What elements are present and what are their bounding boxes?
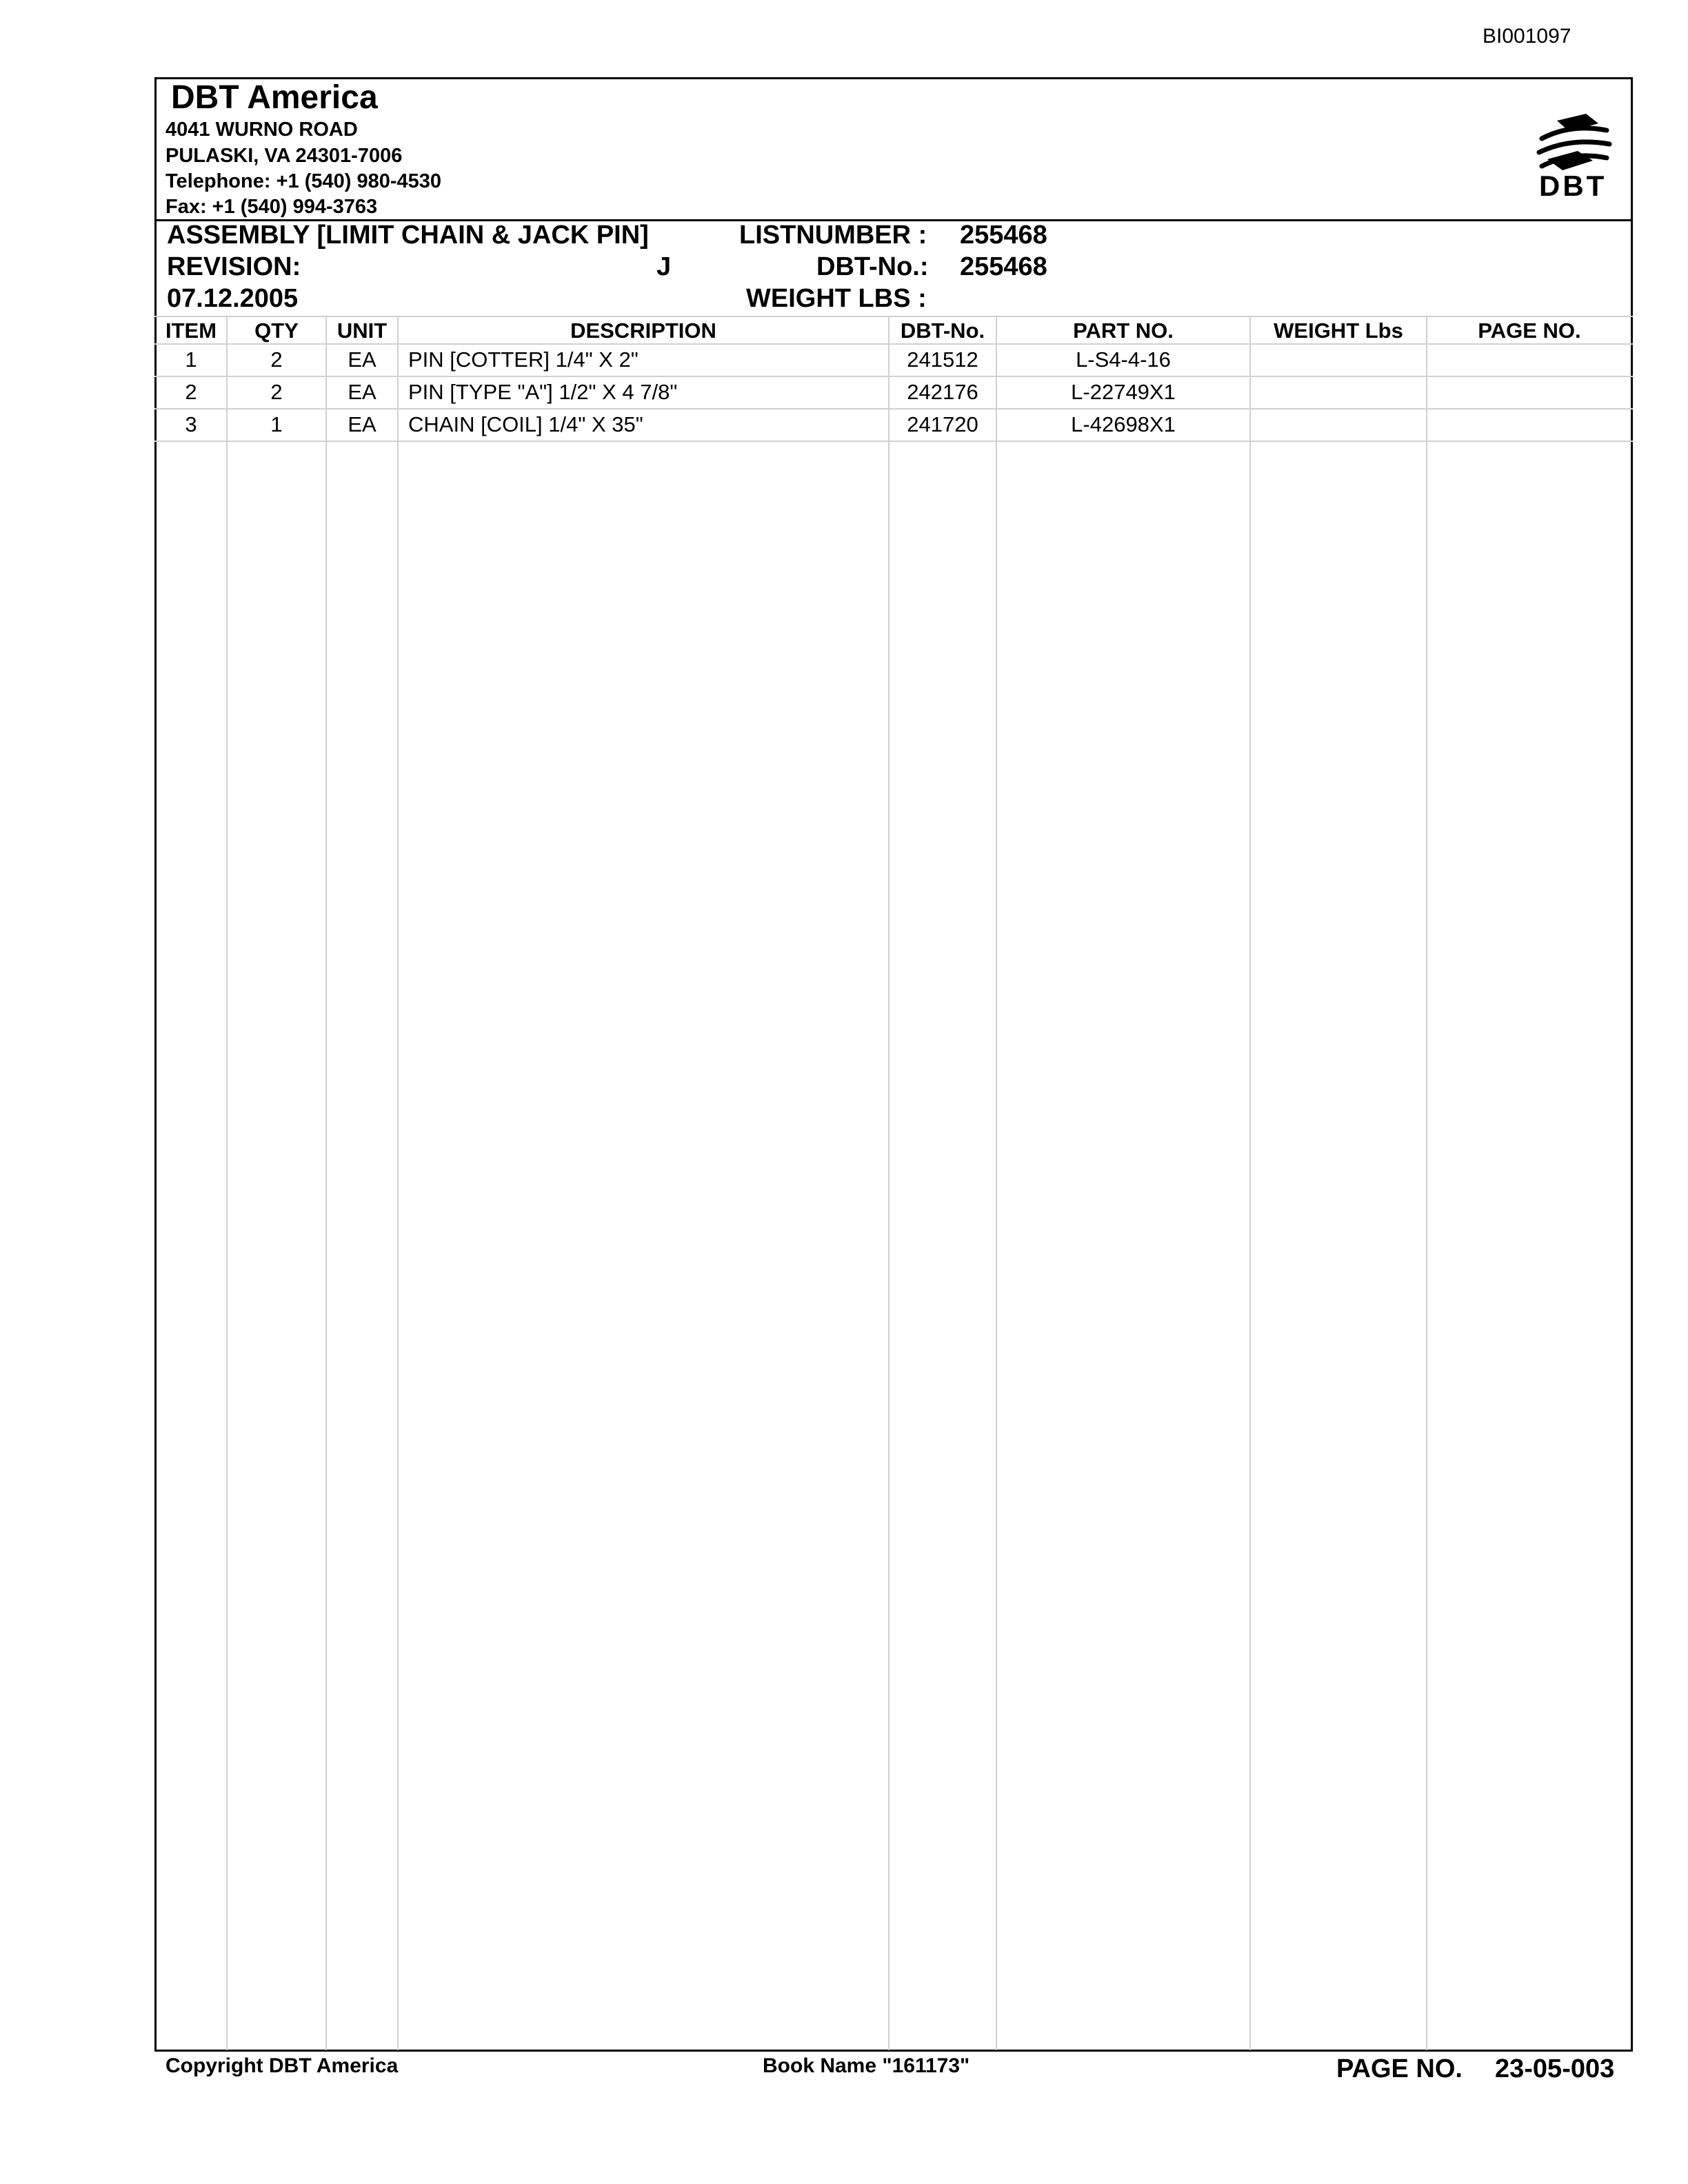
- cell-part-no: L-22749X1: [1071, 380, 1176, 404]
- listnumber-label: LISTNUMBER :: [739, 221, 927, 250]
- weight-label: WEIGHT LBS :: [746, 284, 927, 313]
- listnumber-value: 255468: [960, 221, 1047, 250]
- document-frame: [154, 77, 1633, 2052]
- dbt-logo-text: DBT: [1539, 170, 1607, 202]
- column-header-page-no: PAGE NO.: [1478, 318, 1581, 343]
- cell-dbt-no: 241720: [907, 412, 978, 436]
- cell-dbt-no: 241512: [907, 347, 978, 372]
- company-name: DBT America: [171, 79, 378, 116]
- cell-unit: EA: [348, 347, 376, 372]
- column-header-dbt-no: DBT-No.: [900, 318, 985, 343]
- cell-description: PIN [TYPE "A"] 1/2" X 4 7/8": [408, 380, 678, 404]
- assembly-date: 07.12.2005: [167, 284, 299, 313]
- column-header-description: DESCRIPTION: [570, 318, 716, 343]
- table-row-line: [154, 376, 1633, 377]
- dbt-no-label: DBT-No.:: [816, 252, 929, 281]
- cell-qty: 2: [270, 347, 283, 372]
- revision-value: J: [656, 252, 672, 281]
- column-header-part-no: PART NO.: [1073, 318, 1174, 343]
- assembly-title: ASSEMBLY [LIMIT CHAIN & JACK PIN]: [167, 221, 649, 250]
- revision-label: REVISION:: [167, 252, 301, 281]
- table-column-line: [226, 317, 228, 2050]
- table-column-line: [1249, 317, 1251, 2050]
- cell-item: 2: [185, 380, 197, 404]
- table-column-line: [1426, 317, 1427, 2050]
- footer-page-number: 23-05-003: [1495, 2054, 1615, 2083]
- column-header-qty: QTY: [254, 318, 299, 343]
- column-header-weight: WEIGHT Lbs: [1274, 318, 1403, 343]
- footer-page-label: PAGE NO.: [1336, 2054, 1463, 2083]
- table-column-line: [888, 317, 890, 2050]
- cell-part-no: L-42698X1: [1071, 412, 1176, 436]
- cell-item: 3: [185, 412, 197, 436]
- company-fax: Fax: +1 (540) 994-3763: [165, 196, 378, 218]
- company-address-line2: PULASKI, VA 24301-7006: [165, 145, 403, 167]
- table-header-top-line: [154, 316, 1633, 317]
- company-telephone: Telephone: +1 (540) 980-4530: [165, 170, 442, 192]
- table-column-line: [397, 317, 399, 2050]
- column-header-unit: UNIT: [336, 318, 388, 343]
- document-id: BI001097: [1483, 25, 1571, 48]
- footer-copyright: Copyright DBT America: [165, 2054, 399, 2077]
- cell-unit: EA: [348, 380, 376, 404]
- dbt-no-value: 255468: [960, 252, 1047, 281]
- cell-qty: 2: [270, 380, 283, 404]
- cell-qty: 1: [270, 412, 283, 436]
- cell-description: PIN [COTTER] 1/4" X 2": [408, 347, 639, 372]
- footer-book-name: Book Name "161173": [763, 2054, 970, 2077]
- cell-dbt-no: 242176: [907, 380, 978, 404]
- table-row-line: [154, 408, 1633, 410]
- cell-item: 1: [185, 347, 197, 372]
- cell-unit: EA: [348, 412, 376, 436]
- cell-description: CHAIN [COIL] 1/4" X 35": [408, 412, 643, 436]
- column-header-item: ITEM: [165, 318, 217, 343]
- table-header-bottom-line: [154, 343, 1633, 345]
- cell-part-no: L-S4-4-16: [1076, 347, 1171, 372]
- table-column-line: [996, 317, 997, 2050]
- company-address-line1: 4041 WURNO ROAD: [165, 119, 358, 141]
- table-column-line: [325, 317, 327, 2050]
- table-row-line: [154, 441, 1633, 442]
